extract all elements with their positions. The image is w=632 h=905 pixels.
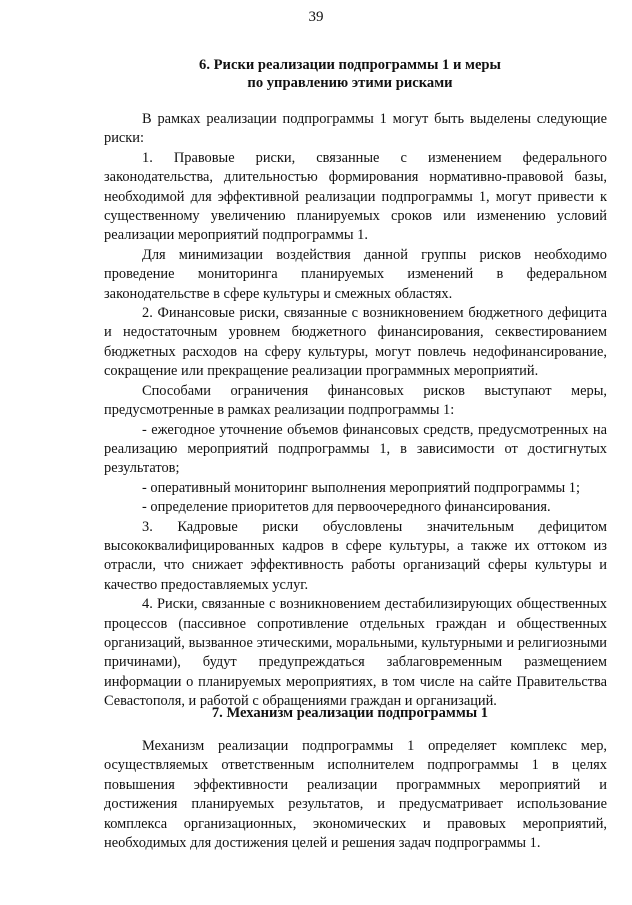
paragraph: 2. Финансовые риски, связанные с возникновением бюджетного дефицита и недостаточным уровнем бюджетного финансирования, секвестированием бюджетных расходов на сферу культуры, могут повлечь недофинансирование, сокращение или прекращение реализации программных мероприятий. [104, 305, 607, 380]
section-6-heading [100, 56, 600, 92]
paragraph: В рамках реализации подпрограммы 1 могут быть выделены следующие риски: [104, 111, 607, 147]
section-7-title: 7. Механизм реализации подпрограммы 1 [211, 705, 489, 721]
list-item: - ежегодное уточнение объемов финансовых средств, предусмотренных на реализацию мероприятий подпрограммы 1, в зависимости от достигнутых результатов; [104, 421, 607, 477]
section-6-title-line-2: по управлению этими рисками [247, 75, 453, 91]
paragraph: Для минимизации воздействия данной группы рисков необходимо проведение мониторинга планируемых изменений в федеральном законодательстве в сфере культуры и смежных областях. [104, 246, 607, 302]
section-6-body [104, 110, 607, 712]
paragraph: Механизм реализации подпрограммы 1 определяет комплекс мер, осуществляемых ответственным исполнителем подпрограммы 1 в целях повышения эффективности реализации программных мероприятий и достижения планируемых результатов, и предусматривает использование комплекса организационных, экономических и правовых мероприятий, необходимых для достижения целей и решения задач подпрограммы 1. [104, 738, 607, 852]
section-7-heading [100, 704, 600, 722]
paragraph: 4. Риски, связанные с возникновением дестабилизирующих общественных процессов (пассивное сопротивление отдельных граждан и общественных организаций, вызванное этическими, моральными, культурными и религиозными причинами), будут предупреждаться заблаговременным размещением информации о планируемых мероприятиях, в том числе на сайте Правительства Севастополя, и работой с обращениями граждан и организаций. [104, 596, 607, 710]
list-item: - определение приоритетов для первоочередного финансирования. [142, 499, 551, 516]
page-number: 39 [308, 9, 324, 25]
section-6-title-line-1: 6. Риски реализации подпрограммы 1 и меры [199, 57, 501, 73]
paragraph: 3. Кадровые риски обусловлены значительным дефицитом высококвалифицированных кадров в сфере культуры, а также их оттоком из отрасли, что снижает эффективность работы организаций сферы культуры и качество предоставляемых услуг. [104, 518, 607, 593]
list-item: - оперативный мониторинг выполнения мероприятий подпрограммы 1; [142, 479, 580, 496]
paragraph: Способами ограничения финансовых рисков выступают меры, предусмотренные в рамках реализации подпрограммы 1: [104, 382, 607, 419]
paragraph: 1. Правовые риски, связанные с изменением федерального законодательства, длительностью формирования нормативно-правовой базы, необходимой для эффективной реализации подпрограммы 1, могут привести к существенному увеличению планируемых сроков или изменению условий реализации мероприятий подпрограммы 1. [104, 149, 607, 244]
section-7-body [104, 737, 607, 853]
